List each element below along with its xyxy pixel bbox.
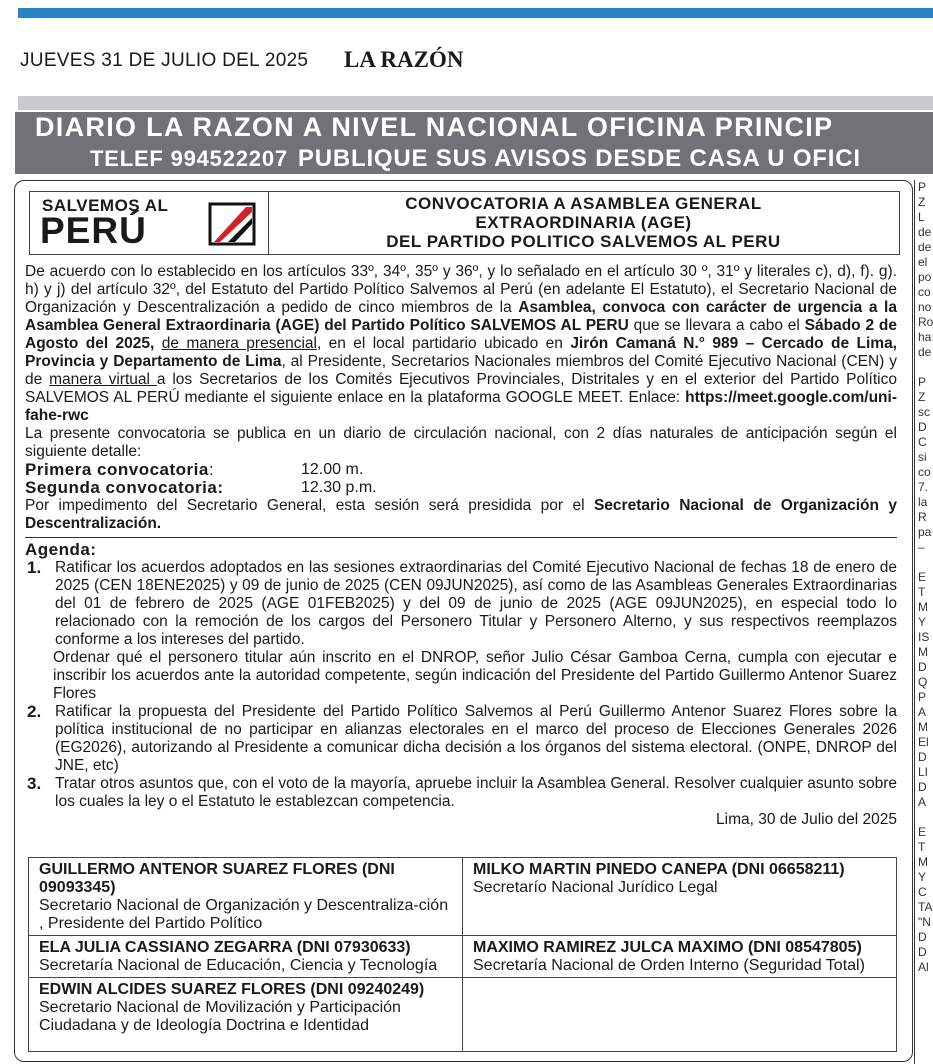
side-column-fragment: si: [918, 450, 927, 464]
side-column-fragment: IS: [918, 630, 930, 644]
intro-text-e: [154, 335, 161, 352]
side-column-fragment: R: [918, 510, 927, 524]
side-column-fragment: M: [918, 645, 928, 659]
notice-title-line-3: DEL PARTIDO POLITICO SALVEMOS AL PERU: [386, 232, 781, 251]
presiding-officer: Secretario Nacional de Organización y Descentralización.: [25, 497, 897, 532]
intro-text-g: , en el local partidario ubicado en: [316, 335, 571, 352]
side-column-fragment: D: [918, 750, 927, 764]
agenda-item-1-subparagraph: Ordenar qué el personero titular aún inscrito en el DNROP, señor Julio César Gamboa Cerna, cumpla con ejecutar e inscribir los acuerdos ante la autoridad competente, según indicación del Presidente del Partido Guillermo Antenor Suarez Flores: [53, 649, 897, 702]
side-column-fragment: la: [918, 495, 928, 509]
side-column-fragment: E: [918, 825, 927, 839]
side-column-fragment: C: [918, 435, 927, 449]
intro-text-c: que se llevara a cabo el: [628, 317, 805, 334]
second-call-time: 12.30 p.m.: [301, 479, 377, 496]
banner-phone: TELEF 994522207: [90, 146, 288, 171]
side-column-fragment: [915, 555, 933, 570]
side-column-fragment: ha: [918, 330, 932, 344]
intro-text-a: De acuerdo con lo establecido en los artículos 33º, 34º, 35º y 36º, y lo señalado en el artículo 30 º, 31º y literales c), d), f). g). h) y j) del artículo 32º, del Estatuto del Partido Político Salvemos al Perú (en adelante El Estatuto), el Secretario Nacional de Organización y Descentralización a pedido de cinco miembros de la: [25, 263, 897, 316]
notice-title-line-1: CONVOCATORIA A ASAMBLEA GENERAL: [405, 194, 762, 213]
meeting-date: Sábado 2 de Agosto del 2025,: [25, 317, 897, 352]
presiding-text: Por impedimento del Secretario General, esta sesión será presidida por el: [25, 497, 594, 514]
convocation-notice: [14, 180, 913, 1062]
party-logo-bottom-text: PERÚ: [40, 210, 147, 251]
signatories-row: [29, 858, 897, 936]
header-divider-bar: [18, 96, 933, 110]
side-column-fragment: El: [918, 735, 929, 749]
signatory-cell: [29, 858, 463, 936]
second-call-row: [25, 479, 897, 497]
banner-slogan: PUBLIQUE SUS AVISOS DESDE CASA U OFICI: [297, 145, 861, 172]
side-column-fragment: Q: [918, 675, 928, 689]
agenda-item-number: 1.: [27, 558, 42, 577]
signatory-role: Secretario Nacional de Movilización y Participación Ciudadana y de Ideología Doctrina e Identidad: [39, 999, 401, 1034]
signatories-row: [29, 978, 897, 1052]
side-column-fragment: P: [918, 690, 927, 704]
side-column-fragment: M: [918, 720, 928, 734]
classifieds-banner: [15, 112, 933, 174]
first-call-label: [25, 461, 301, 479]
side-column-fragment: A: [918, 795, 927, 809]
publication-paragraph: La presente convocatoria se publica en un diario de circulación nacional, con 2 días naturales de anticipación según el siguiente detalle:: [25, 425, 897, 460]
intro-text-b: Asamblea, convoca con carácter de urgencia a la Asamblea General Extraordinaria (AGE) del Partido Político SALVEMOS AL PERU: [25, 299, 897, 334]
signatory-name: MAXIMO RAMIREZ JULCA MAXIMO (DNI 08547805): [473, 939, 862, 956]
signatory-role: Secretario Nacional de Organización y Descentraliza-ción , Presidente del Partido Político: [39, 897, 449, 932]
signatory-name: MILKO MARTIN PINEDO CANEPA (DNI 06658211): [473, 861, 845, 878]
signatory-role: Secretaría Nacional de Orden Interno (Seguridad Total): [473, 957, 865, 974]
adjacent-column-fragment: [914, 180, 933, 1064]
agenda-item-number: 3.: [27, 774, 42, 793]
intro-paragraph: [25, 263, 897, 425]
second-call-label: Segunda convocatoria:: [25, 478, 224, 497]
party-flag-icon: [208, 202, 256, 246]
side-column-fragment: sc: [918, 405, 930, 419]
side-column-fragment: Z: [918, 195, 926, 209]
notice-header-box: [29, 191, 900, 255]
side-column-fragment: [915, 810, 933, 825]
place-and-date: Lima, 30 de Julio del 2025: [716, 811, 897, 828]
side-column-fragment: P: [918, 375, 927, 389]
signatory-name: ELA JULIA CASSIANO ZEGARRA (DNI 07930633): [39, 939, 411, 956]
agenda-item-1: [25, 559, 897, 649]
first-call-row: [25, 461, 897, 479]
side-column-fragment: no: [918, 300, 932, 314]
agenda-item-3: [25, 775, 897, 811]
side-column-fragment: de: [918, 240, 932, 254]
side-column-fragment: T: [918, 840, 926, 854]
first-call-label-text: Primera convocatoria: [25, 460, 209, 479]
banner-line-2: [90, 145, 861, 173]
side-column-fragment: co: [918, 465, 931, 479]
side-column-fragment: P: [918, 180, 927, 194]
side-column-fragment: –: [918, 540, 925, 554]
intro-text-i: , al Presidente, Secretarios Nacionales miembros del Comité Ejecutivo Nacional (CEN) y de: [25, 353, 897, 388]
side-column-fragment: Z: [918, 390, 926, 404]
party-logo-top-text: SALVEMOS AL: [42, 196, 169, 215]
signatory-cell-empty: [463, 978, 897, 1052]
newspaper-logo: LA RAZÓN: [344, 47, 464, 72]
agenda-title: Agenda:: [25, 540, 97, 559]
presiding-paragraph: [25, 497, 897, 533]
signatory-name: GUILLERMO ANTENOR SUAREZ FLORES (DNI 09093345): [39, 861, 395, 896]
side-column-fragment: de: [918, 345, 932, 359]
side-column-fragment: pa: [918, 525, 932, 539]
side-column-fragment: TA: [918, 900, 933, 914]
signatory-cell: [29, 978, 463, 1052]
signatories-table: [28, 857, 897, 1052]
agenda-item-text: Ratificar la propuesta del Presidente del Partido Político Salvemos al Perú Guillermo Antenor Suarez Flores sobre la política institucional de no participar en alianzas electorales en el marco del proceso de Elecciones Generales 2026 (EG2026), autorizando al Presidente a comunicar dicha decisión a los órganos del sistema electoral. (ONPE, DNROP del JNE, etc): [55, 703, 897, 774]
signatory-cell: [463, 936, 897, 978]
side-column-fragment: de: [918, 225, 932, 239]
side-column-fragment: A: [918, 705, 927, 719]
signatory-cell: [463, 858, 897, 936]
notice-title-line-2: EXTRAORDINARIA (AGE): [475, 213, 692, 232]
first-call-time: 12.00 m.: [301, 461, 364, 478]
side-column-fragment: L: [918, 210, 925, 224]
meeting-address: Jirón Camaná N.° 989 – Cercado de Lima, Provincia y Departamento de Lima: [25, 335, 897, 370]
in-person-mode: de manera presencial: [161, 335, 317, 352]
agenda-item-number: 2.: [27, 702, 42, 721]
side-column-fragment: D: [918, 660, 927, 674]
signatory-name: EDWIN ALCIDES SUAREZ FLORES (DNI 09240249): [39, 981, 425, 998]
side-column-fragment: M: [918, 855, 928, 869]
side-column-fragment: E: [918, 570, 927, 584]
agenda-divider: [25, 537, 897, 538]
top-color-bar: [18, 8, 933, 18]
first-call-colon: :: [208, 460, 215, 479]
meet-link[interactable]: https://meet.google.com/uni-fahe-rwc: [25, 389, 897, 424]
side-column-fragment: Al: [918, 960, 929, 974]
banner-line-1: DIARIO LA RAZON A NIVEL NACIONAL OFICINA PRINCIP: [35, 112, 834, 142]
side-column-fragment: D: [918, 930, 927, 944]
signatory-role: Secretaría Nacional de Educación, Ciencia y Tecnología: [39, 957, 438, 974]
issue-date: JUEVES 31 DE JULIO DEL 2025: [20, 50, 309, 71]
signatories-row: [29, 936, 897, 978]
side-column-fragment: [915, 360, 933, 375]
agenda-item-text: Tratar otros asuntos que, con el voto de la mayoría, apruebe incluir la Asamblea General. Resolver cualquier asunto sobre los cuales la ley o el Estatuto le establezcan competencia.: [55, 775, 897, 810]
side-column-fragment: D: [918, 945, 927, 959]
signatory-role: Secretarío Nacional Jurídico Legal: [473, 879, 718, 896]
signatory-cell: [29, 936, 463, 978]
side-column-fragment: D: [918, 780, 927, 794]
side-column-fragment: M: [918, 600, 928, 614]
side-column-fragment: Y: [918, 615, 927, 629]
agenda-item-2: [25, 703, 897, 775]
side-column-fragment: Y: [918, 870, 927, 884]
virtual-mode: manera virtual: [49, 371, 157, 388]
side-column-fragment: T: [918, 585, 926, 599]
intro-text-k: a los Secretarios de los Comités Ejecutivos Provinciales, Distritales y en el exterior del Partido Político SALVEMOS AL PERÚ mediante el siguiente enlace en la plataforma GOOGLE MEET. Enlace:: [25, 371, 897, 406]
agenda-item-text: Ratificar los acuerdos adoptados en las sesiones extraordinarias del Comité Ejecutivo Nacional de fechas 18 de enero de 2025 (CEN 18ENE2025) y 09 de junio de 2025 (CEN 09JUN2025), así como de las Asambleas Generales Extraordinarias del 01 de febrero de 2025 (AGE 01FEB2025) y del 09 de junio de 2025 (AGE 09JUN2025), en especial todo lo relacionado con la remoción de los cargos del Personero Titular y Personero Alterno, y sus respectivos reemplazos conforme a los intereses del partido.: [55, 559, 897, 648]
notice-body: [25, 263, 897, 829]
side-column-fragment: LI: [918, 765, 929, 779]
notice-title: [268, 194, 899, 251]
side-column-fragment: Ro: [918, 315, 933, 329]
side-column-fragment: el: [918, 255, 928, 269]
side-column-fragment: 7.: [918, 480, 929, 494]
side-column-fragment: "N: [918, 915, 931, 929]
party-logo: [30, 192, 269, 254]
side-column-fragment: co: [918, 285, 931, 299]
side-column-fragment: C: [918, 885, 927, 899]
side-column-fragment: D: [918, 420, 927, 434]
side-column-fragment: po: [918, 270, 932, 284]
